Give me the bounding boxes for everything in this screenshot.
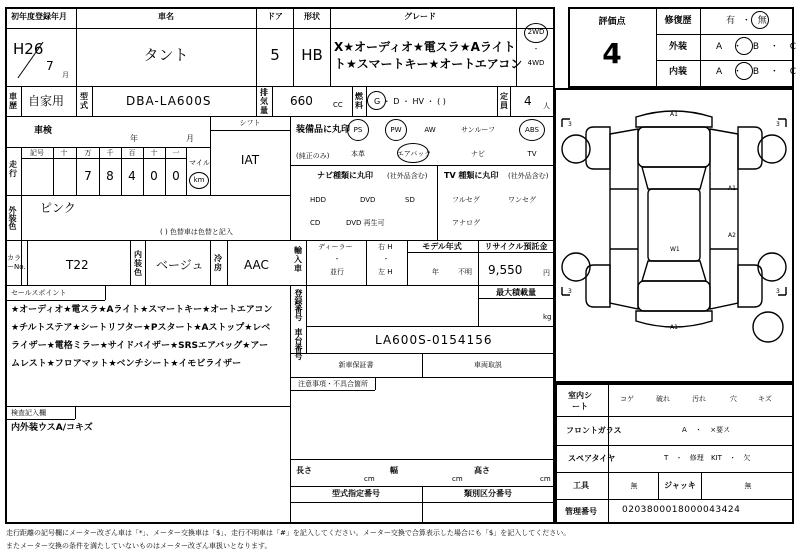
capacity-label: 定員: [500, 92, 508, 110]
first-reg-label: 初年度登録年月: [11, 12, 67, 21]
interior-seat-label: 室内シート: [568, 391, 592, 411]
registration-label: 登録番号: [294, 289, 303, 321]
nav-dvd-play: DVD 再生可: [346, 219, 385, 227]
recycle-label: リサイクル預託金: [484, 242, 548, 251]
width-label: 幅: [390, 466, 398, 475]
equip-aw: AW: [424, 126, 436, 134]
seat-option-scorch: コゲ: [620, 395, 634, 403]
mark-front: A1: [670, 111, 678, 118]
import-dot2: ・: [382, 255, 390, 263]
ac-value: AAC: [244, 258, 269, 272]
equip-airbag: エアバック: [396, 150, 432, 158]
tv-analog: アナログ: [452, 219, 480, 227]
nav-title: ナビ種類に丸印: [317, 171, 373, 180]
fuel-label: 燃料: [355, 92, 363, 110]
equip-ps-circle: [347, 119, 369, 141]
shape-value: HB: [301, 46, 323, 64]
chassis-value: LA600S-0154156: [375, 333, 493, 347]
seat-option-scratch: キズ: [758, 395, 772, 403]
tv-note: (社外品含む): [508, 172, 549, 180]
equip-sunroof: サンルーフ: [460, 126, 496, 134]
interior-options: A ・ B ・ C: [716, 67, 797, 77]
digit-4: 0: [150, 169, 158, 183]
sales-line2: ★チルトステア★シートリフター★Pスタート★Aストップ★レベ: [11, 323, 271, 333]
max-load-label: 最大積載量: [496, 288, 536, 297]
tv-fullseg: フルセグ: [452, 196, 480, 204]
equipment-subtitle: (純正のみ): [296, 152, 330, 160]
exterior-b-circle: [735, 37, 753, 55]
sales-label: セールスポイント: [11, 289, 67, 297]
type-label: 型式指定番号: [332, 489, 380, 498]
fuel-value: G ・ D ・ HV ・ ( ): [374, 97, 446, 106]
color-code-label: カラーNo.: [7, 254, 26, 271]
nav-hdd: HDD: [310, 196, 327, 204]
mark-rear: A1: [670, 324, 678, 331]
left-side: [610, 129, 638, 309]
seat-option-hole: 穴: [730, 395, 737, 403]
digit-5: 0: [172, 169, 180, 183]
import-dealer: ディーラー: [318, 243, 353, 251]
score-label: 評価点: [598, 17, 626, 27]
inspection-year-unit: 年: [130, 134, 138, 143]
trunk: [638, 281, 710, 311]
import-left: 左 H: [378, 268, 393, 276]
inspector-value: 内外装ウスA/コキズ: [11, 423, 93, 433]
tire-rear-left: [562, 253, 590, 281]
digit-label-2: 千: [106, 149, 114, 157]
spare-options: T ・ 修理 KIT ・ 欠: [664, 454, 751, 462]
grade-line1: X★オーディオ★電スラ★Aライト: [334, 40, 516, 54]
chassis-label: 車台番号: [294, 328, 303, 360]
kg-label: kg: [543, 313, 552, 321]
jack-value: 無: [744, 482, 752, 490]
seat-option-tear: 破れ: [656, 395, 670, 403]
model-label: 型式: [80, 92, 88, 110]
fuel-g-circle: [367, 91, 386, 110]
ac-label: 冷房: [214, 254, 222, 272]
windshield-options: A ・ ×要ス: [682, 426, 731, 434]
equip-abs-circle: [519, 119, 545, 141]
manual-label: 車両取説: [474, 361, 502, 369]
inspection-month-unit: 月: [186, 134, 194, 143]
car-name-value: タント: [143, 46, 189, 64]
digit-label-1: 万: [84, 149, 92, 157]
control-value: 0203800018000043424: [622, 505, 741, 515]
tools-label: 工具: [573, 481, 589, 490]
digit-label-4: 十: [150, 149, 158, 157]
grade-line2: ト★スマートキー★オートエアコン: [334, 57, 523, 71]
tv-title: TV 種類に丸印: [444, 171, 499, 180]
jack-label: ジャッキ: [664, 481, 696, 490]
corner-rr: 3: [776, 288, 780, 295]
nav-cd: CD: [310, 219, 321, 227]
digit-3: 4: [128, 169, 136, 183]
interior-color-value: ベージュ: [156, 258, 204, 272]
capacity-value: 4: [524, 94, 532, 108]
inspection-label: 車検: [34, 126, 53, 136]
equipment-title: 装備品に丸印: [296, 125, 351, 135]
color-note: ( ) 色替車は色替と記入: [160, 228, 233, 236]
repair-none-circle: [751, 11, 769, 29]
equip-tv: TV: [527, 150, 537, 158]
equip-pw-circle: [385, 119, 407, 141]
mileage-label: 走行: [9, 160, 17, 178]
right-side: [710, 129, 738, 309]
digit-1: 7: [84, 169, 92, 183]
displacement-value: 660: [290, 94, 313, 108]
shape-label: 形状: [304, 12, 320, 21]
height-cm: cm: [540, 475, 551, 483]
hood: [638, 127, 710, 167]
footer-line1: 走行距離の記号欄にメーター改ざん車は「*」、メーター交換車は「$」、走行不明車は「#」を記入してください。メーター交換で合算表示した場合にも「$」を記入してください。: [6, 529, 571, 537]
spare-label: スペアタイヤ: [568, 454, 616, 463]
shift-value: IAT: [240, 153, 260, 167]
width-cm: cm: [452, 475, 463, 483]
digit-label-5: 一: [172, 149, 180, 157]
score-value: 4: [602, 37, 622, 70]
drive-4wd: 4WD: [527, 59, 545, 67]
displacement-label: 排気量: [260, 88, 268, 115]
class-label: 類別区分番号: [464, 489, 512, 498]
usage-label: 車歴: [9, 92, 17, 110]
model-year-unknown: 不明: [458, 268, 472, 276]
length-label: 長さ: [296, 466, 312, 475]
code-label: 記号: [30, 149, 44, 157]
nav-sd: SD: [405, 196, 415, 204]
interior-color-label: 内装色: [134, 250, 142, 277]
yen-label: 円: [543, 269, 550, 277]
year-value: H26: [13, 40, 44, 58]
corner-fr: 3: [776, 121, 780, 128]
car-name-label: 車名: [158, 12, 174, 21]
nav-note: (社外品含む): [387, 172, 428, 180]
equip-navi: ナビ: [471, 150, 485, 158]
sales-line3: ライザー★電格ミラー★サイドバイザー★SRSエアバッグ★アー: [11, 341, 269, 351]
mile-label: マイル: [189, 159, 210, 167]
sales-line1: ★オーディオ★電スラ★Aライト★スマートキー★オートエアコン: [11, 305, 273, 315]
import-dot1: ・: [333, 255, 341, 263]
rear-window: [642, 261, 706, 281]
corner-rl: 3: [568, 288, 572, 295]
model-year-label: モデル年式: [422, 242, 462, 251]
length-cm: cm: [364, 475, 375, 483]
import-parallel: 並行: [330, 268, 344, 276]
nav-dvd: DVD: [360, 196, 376, 204]
km-label: km: [193, 176, 205, 184]
tv-oneseg: ワンセグ: [508, 196, 536, 204]
shift-label: シフト: [239, 119, 261, 127]
height-label: 高さ: [474, 466, 490, 475]
recycle-value: 9,550: [488, 263, 523, 277]
corner-fl: 3: [568, 121, 572, 128]
color-label: 外装色: [8, 206, 17, 230]
repair-label: 修復歴: [664, 16, 692, 26]
drive-dot: ・: [532, 45, 540, 53]
equip-airbag-circle: [396, 143, 432, 163]
exterior-label: 外装: [668, 42, 688, 52]
tools-value: 無: [630, 482, 638, 490]
seat-option-stain: 汚れ: [692, 395, 706, 403]
capacity-unit: 人: [543, 102, 550, 110]
digit-label-0: 十: [60, 149, 68, 157]
footer-line2: またメーター交換の条件を満たしていないものはメーター改ざん車扱いとなります。: [6, 542, 272, 550]
color-code-value: T22: [66, 258, 89, 272]
car-diagram: [556, 89, 793, 382]
usage-value: 自家用: [28, 94, 65, 108]
windshield-label: フロントガラス: [566, 426, 622, 435]
doors-value: 5: [270, 46, 280, 64]
equip-leather: 本革: [351, 150, 365, 158]
mark-right-front: A1: [728, 185, 736, 192]
inspector-label: 検査記入欄: [11, 409, 46, 417]
control-label: 管理番号: [565, 507, 597, 516]
doors-label: ドア: [267, 12, 283, 21]
equip-abs: ABS: [525, 126, 539, 134]
spare-tire: [753, 312, 783, 342]
digit-2: 8: [106, 169, 114, 183]
month-value: 7: [46, 59, 54, 73]
month-unit: 月: [62, 71, 69, 79]
equip-ps: PS: [353, 126, 363, 134]
import-right: 右 H: [378, 243, 393, 251]
windshield: [642, 167, 706, 189]
grade-label: グレード: [404, 12, 436, 21]
drive-2wd: 2WD: [527, 28, 545, 36]
model-value: DBA-LA600S: [126, 94, 212, 108]
import-label: 輸入車: [294, 246, 302, 273]
sales-line4: ムレスト★フロアマット★ベンチシート★イモビライザー: [11, 359, 242, 369]
displacement-unit: CC: [333, 101, 343, 109]
color-value: ピンク: [40, 201, 76, 215]
mark-right-rear: A2: [728, 232, 736, 239]
tire-rear-right: [758, 253, 786, 281]
equip-pw: PW: [390, 126, 402, 134]
exterior-options: A ・ B ・ C: [716, 42, 797, 52]
interior-b-circle: [735, 62, 753, 80]
mark-roof: W1: [670, 246, 680, 253]
digit-label-3: 百: [128, 149, 136, 157]
warranty-label: 新車保証書: [338, 361, 374, 369]
model-year-unit: 年: [432, 268, 439, 276]
notes-label: 注意事項・不具合箇所: [298, 380, 368, 388]
interior-label: 内装: [668, 67, 688, 77]
repair-options: 有 ・ 無: [726, 16, 767, 26]
